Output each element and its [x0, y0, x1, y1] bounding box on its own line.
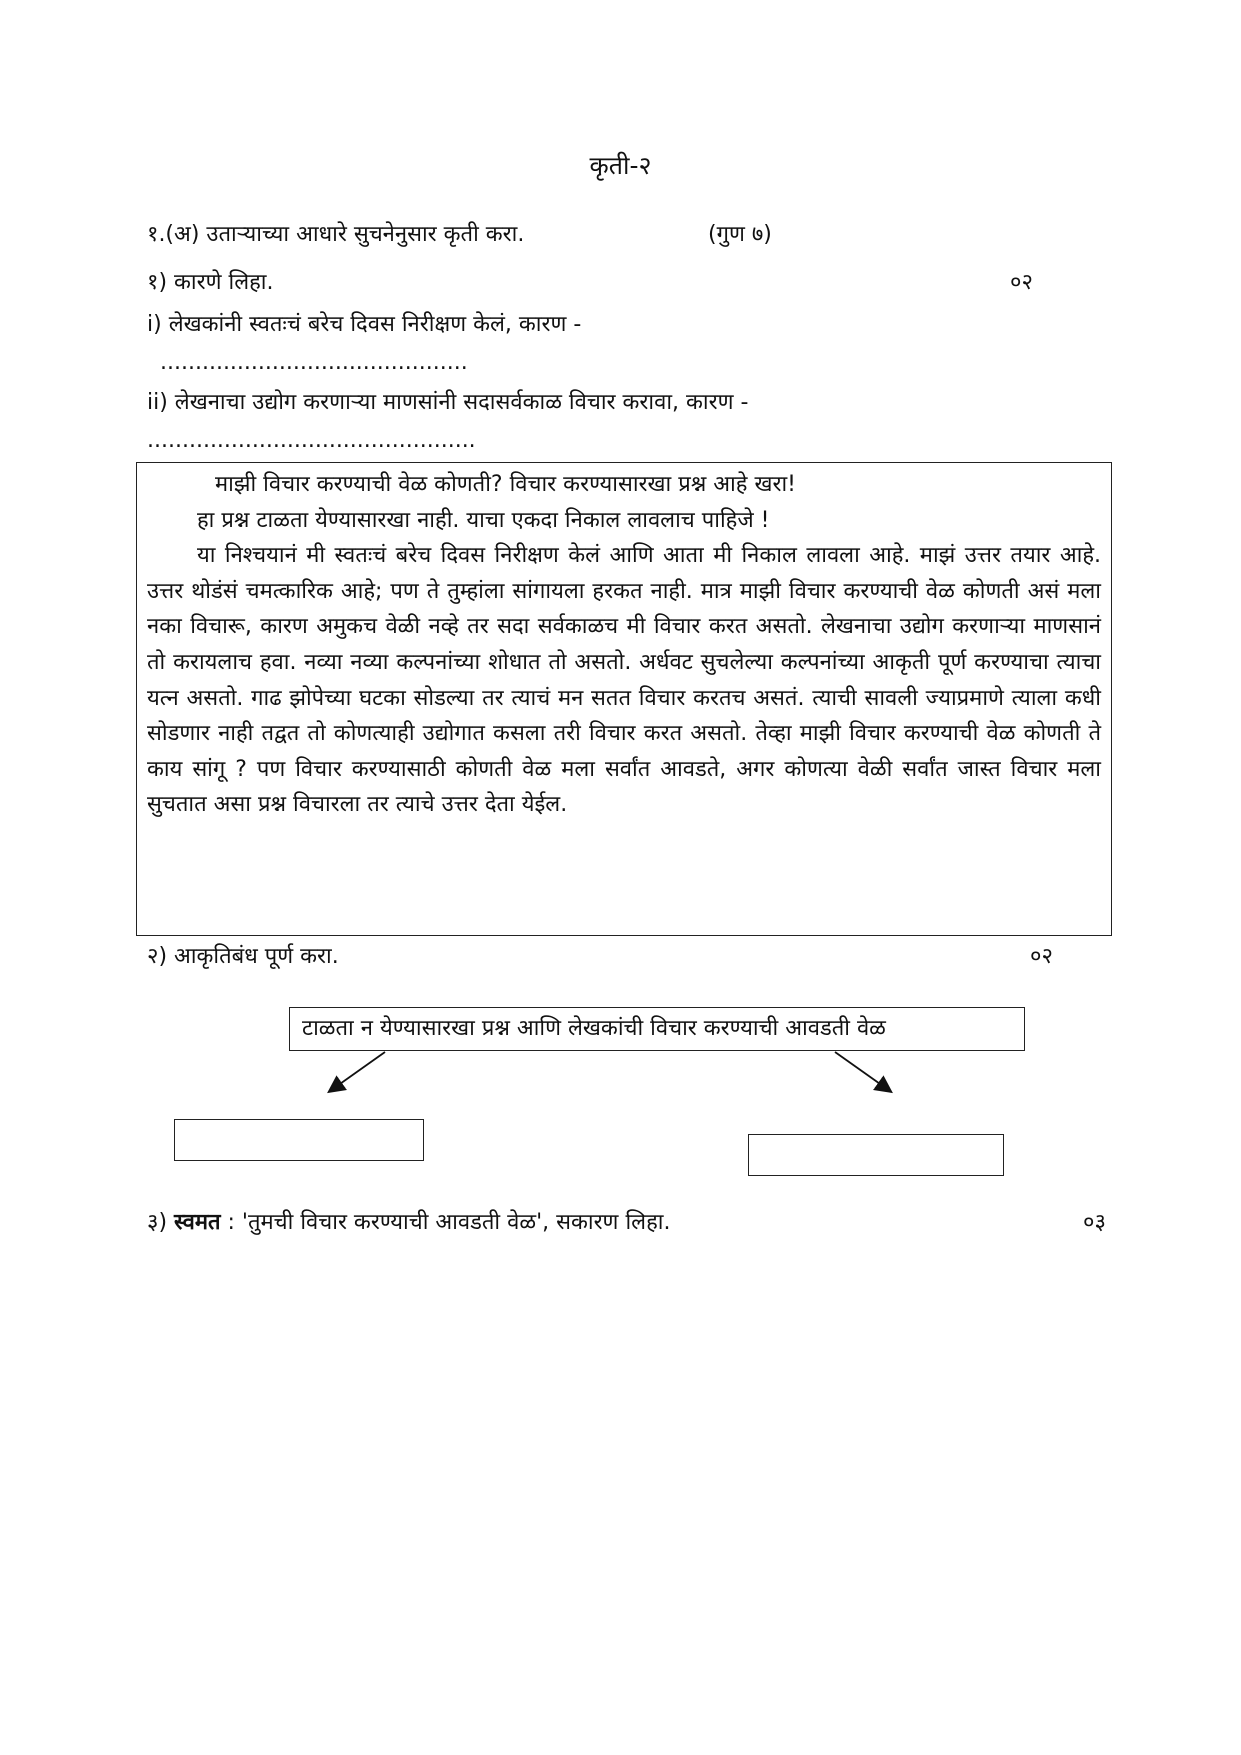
sub1-item1-blank[interactable]: ............................................ — [160, 350, 468, 375]
sub1-prompt: १) कारणे लिहा. — [147, 270, 274, 295]
sub3-label: स्वमत — [174, 1210, 221, 1235]
sub1-item2: ii) लेखनाचा उद्योग करणाऱ्या माणसांनी सदासर्वकाळ विचार करावा, कारण - — [147, 390, 749, 415]
sub2-marks: ०२ — [1030, 944, 1053, 969]
q1-prompt: १.(अ) उताऱ्याच्या आधारे सुचनेनुसार कृती करा. — [147, 222, 525, 247]
sub3-text: : 'तुमची विचार करण्याची आवडती वेळ', सकारण लिहा. — [227, 1210, 671, 1235]
concept-map-center-box: टाळता न येण्यासारखा प्रश्न आणि लेखकांची विचार करण्याची आवडती वेळ — [289, 1007, 1025, 1051]
passage-paragraph-2: हा प्रश्न टाळता येण्यासारखा नाही. याचा एकदा निकाल लावलाच पाहिजे ! — [197, 507, 770, 533]
concept-map-answer-box-right[interactable] — [748, 1134, 1004, 1176]
sub3-marks: ०३ — [1083, 1210, 1106, 1235]
sub1-item2-blank[interactable]: ............................................... — [147, 428, 476, 453]
left-arrow — [330, 1052, 385, 1091]
sub3-question — [147, 1206, 670, 1236]
concept-map-answer-box-left[interactable] — [174, 1119, 424, 1161]
passage-box — [136, 462, 1112, 936]
sub2-prompt: २) आकृतिबंध पूर्ण करा. — [147, 944, 339, 969]
sub1-item1: i) लेखकांनी स्वतःचं बरेच दिवस निरीक्षण केलं, कारण - — [147, 312, 582, 337]
right-arrow — [835, 1052, 890, 1091]
sub1-marks: ०२ — [1010, 270, 1033, 295]
passage-paragraph-1: माझी विचार करण्याची वेळ कोणती? विचार करण्यासारखा प्रश्न आहे खरा! — [215, 472, 796, 497]
q1-marks: (गुण ७) — [708, 222, 772, 247]
page-heading: कृती-२ — [589, 151, 652, 180]
sub3-number: ३) — [147, 1210, 168, 1235]
passage-paragraph-3: या निश्चयानं मी स्वतःचं बरेच दिवस निरीक्षण केलं आणि आता मी निकाल लावला आहे. माझं उत्तर तयार आहे. उत्तर थोडंसं चमत्कारिक आहे; पण ते तुम्हांला सांगायला हरकत नाही. मात्र माझी विचार करण्याची वेळ कोणती असं मला नका विचारू, कारण अमुकच वेळी नव्हे तर सदा सर्वकाळच मी विचार करत असतो. लेखनाचा उद्योग करणाऱ्या माणसानं तो करायलाच हवा. नव्या नव्या कल्पनांच्या शोधात तो असतो. अर्धवट सुचलेल्या कल्पनांच्या आकृती पूर्ण करण्याचा त्याचा यत्न असतो. गाढ झोपेच्या घटका सोडल्या तर त्याचं मन सतत विचार करतच असतं. त्याची सावली ज्याप्रमाणे त्याला कधी सोडणार नाही तद्वत तो कोणत्याही उद्योगात कसला तरी विचार करत असतो. तेव्हा माझी विचार करण्याची वेळ कोणती ते काय सांगू ? पण विचार करण्यासाठी कोणती वेळ मला सर्वांत आवडते, अगर कोणत्या वेळी सर्वांत जास्त विचार मला सुचतात असा प्रश्न विचारला तर त्याचे उत्तर देता येईल. — [147, 543, 1101, 818]
